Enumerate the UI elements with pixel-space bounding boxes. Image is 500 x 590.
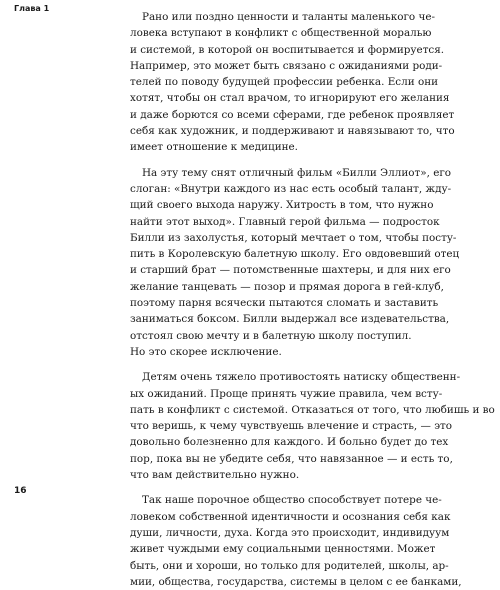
- text-line: Детям очень тяжело противостоять натиску общественн-: [142, 371, 461, 384]
- text-line: Билли из захолустья, который мечтает о том, чтобы посту-: [130, 231, 457, 244]
- paragraph: [130, 165, 460, 361]
- text-line: найти этот выход». Главный герой фильма — подросток: [130, 215, 440, 228]
- text-line: поэтому парня всячески пытаются сломать и заставить: [130, 297, 439, 310]
- text-line: Например, это может быть связано с ожиданиями роди-: [130, 59, 443, 72]
- text-line: телей по поводу будущей профессии ребенка. Если они: [130, 76, 439, 89]
- text-line: и системой, в которой он воспитывается и формируется.: [130, 43, 445, 56]
- page-number: 16: [14, 486, 27, 496]
- text-line: Так наше порочное общество способствует потере че-: [142, 494, 442, 507]
- text-line: слоган: «Внутри каждого из нас есть особый талант, жду-: [130, 182, 452, 195]
- text-line: быть, они и хороши, но только для родителей, школы, ар-: [130, 559, 449, 572]
- text-line: мии, общества, государства, системы в целом с ее банками,: [130, 575, 462, 588]
- text-line: что вам действительно нужно.: [130, 469, 300, 482]
- text-line: довольно болезненно для каждого. И больно будет до тех: [130, 436, 449, 449]
- body-text: [130, 9, 495, 590]
- text-line: и даже борются со всеми сферами, где ребенок проявляет: [130, 108, 455, 121]
- text-line: пор, пока вы не убедите себя, что навязанное — и есть то,: [130, 452, 453, 465]
- text-line: ловеком собственной идентичности и осознания себя как: [130, 510, 451, 523]
- text-line: хотят, чтобы он стал врачом, то игнорируют его желания: [130, 92, 450, 105]
- paragraph: [130, 492, 462, 590]
- text-line: живет чуждыми ему социальными ценностями. Может: [130, 543, 436, 556]
- text-line: На эту тему снят отличный фильм «Билли Эллиот», его: [142, 166, 452, 179]
- text-line: желание танцевать — позор и прямая дорога в гей-клуб,: [130, 280, 444, 293]
- text-line: Но это скорее исключение.: [130, 345, 282, 358]
- text-line: Рано или поздно ценности и таланты маленького че-: [142, 11, 435, 23]
- paragraph: [130, 369, 495, 483]
- text-line: что веришь, к чему чувствуешь влечение и страсть, — это: [130, 420, 453, 433]
- text-line: души, личности, духа. Когда это происходит, индивидуум: [130, 526, 450, 539]
- text-line: имеет отношение к медицине.: [130, 141, 298, 154]
- text-line: ловека вступают в конфликт с общественной моралью: [130, 27, 432, 40]
- text-line: ых ожиданий. Проще принять чужие правила, чем всту-: [130, 387, 443, 400]
- running-head: Глава 1: [14, 4, 50, 13]
- text-line: и старший брат — потомственные шахтеры, и для них его: [130, 264, 451, 277]
- text-line: отстоял свою мечту и в балетную школу поступил.: [130, 329, 412, 342]
- text-line: заниматься боксом. Билли выдержал все издевательства,: [130, 313, 450, 326]
- text-line: себя как художник, и поддерживают и навязывают то, что: [130, 125, 455, 138]
- text-line: пить в Королевскую балетную школу. Его овдовевший отец: [130, 248, 460, 261]
- text-line: пать в конфликт с системой. Отказаться от того, что любишь и во: [130, 403, 495, 416]
- paragraph: [130, 9, 455, 156]
- text-line: щий своего выхода наружу. Хитрость в том, что нужно: [130, 199, 434, 212]
